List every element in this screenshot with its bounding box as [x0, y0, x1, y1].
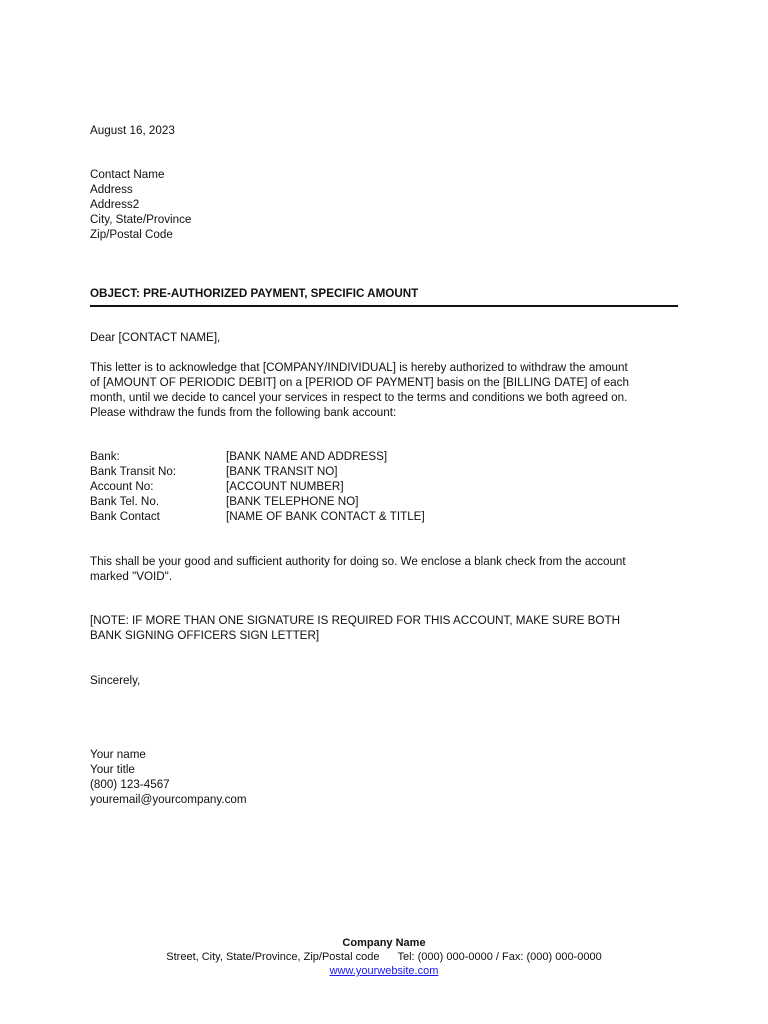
bank-detail-label: Bank Transit No:	[90, 464, 177, 478]
bank-detail-label: Bank Tel. No.	[90, 494, 160, 508]
bank-detail-value: [ACCOUNT NUMBER]	[226, 479, 344, 493]
authority-line: marked "VOID".	[90, 569, 173, 583]
body-line: of [AMOUNT OF PERIODIC DEBIT] on a [PERIOD OF PAYMENT] basis on the [BILLING DATE] of each	[90, 375, 629, 389]
note-line: BANK SIGNING OFFICERS SIGN LETTER]	[90, 628, 320, 642]
recipient-address: Address	[90, 182, 133, 196]
bank-detail-label: Bank:	[90, 449, 120, 463]
footer-company-name: Company Name	[342, 937, 426, 949]
signature-phone: (800) 123-4567	[90, 777, 170, 791]
footer-phone-fax: Tel: (000) 000-0000 / Fax: (000) 000-0000	[397, 951, 602, 963]
letter-date: August 16, 2023	[90, 123, 175, 137]
recipient-address2: Address2	[90, 197, 140, 211]
note-line: [NOTE: IF MORE THAN ONE SIGNATURE IS REQUIRED FOR THIS ACCOUNT, MAKE SURE BOTH	[90, 613, 621, 627]
footer-contact-line	[0, 951, 768, 964]
body-line: This letter is to acknowledge that [COMPANY/INDIVIDUAL] is hereby authorized to withdraw the amount	[90, 360, 628, 374]
footer-website-link[interactable]: www.yourwebsite.com	[329, 965, 439, 977]
signature-email: youremail@yourcompany.com	[90, 792, 247, 806]
signature-title: Your title	[90, 762, 135, 776]
bank-detail-value: [BANK NAME AND ADDRESS]	[226, 449, 388, 463]
body-line: month, until we decide to cancel your services in respect to the terms and conditions we both agreed on.	[90, 390, 628, 404]
recipient-contact-name: Contact Name	[90, 167, 165, 181]
subject-divider	[90, 305, 678, 307]
authority-line: This shall be your good and sufficient authority for doing so. We enclose a blank check from the account	[90, 554, 626, 568]
recipient-city-state: City, State/Province	[90, 212, 192, 226]
bank-detail-value: [BANK TRANSIT NO]	[226, 464, 338, 478]
bank-detail-value: [NAME OF BANK CONTACT & TITLE]	[226, 509, 425, 523]
salutation: Dear [CONTACT NAME],	[90, 330, 221, 344]
bank-detail-label: Bank Contact	[90, 509, 160, 523]
footer-address: Street, City, State/Province, Zip/Postal code	[166, 951, 380, 963]
body-line: Please withdraw the funds from the following bank account:	[90, 405, 397, 419]
subject-line: OBJECT: PRE-AUTHORIZED PAYMENT, SPECIFIC AMOUNT	[90, 286, 419, 300]
bank-detail-label: Account No:	[90, 479, 154, 493]
recipient-zip: Zip/Postal Code	[90, 227, 173, 241]
signature-name: Your name	[90, 747, 146, 761]
closing: Sincerely,	[90, 673, 141, 687]
bank-detail-value: [BANK TELEPHONE NO]	[226, 494, 359, 508]
